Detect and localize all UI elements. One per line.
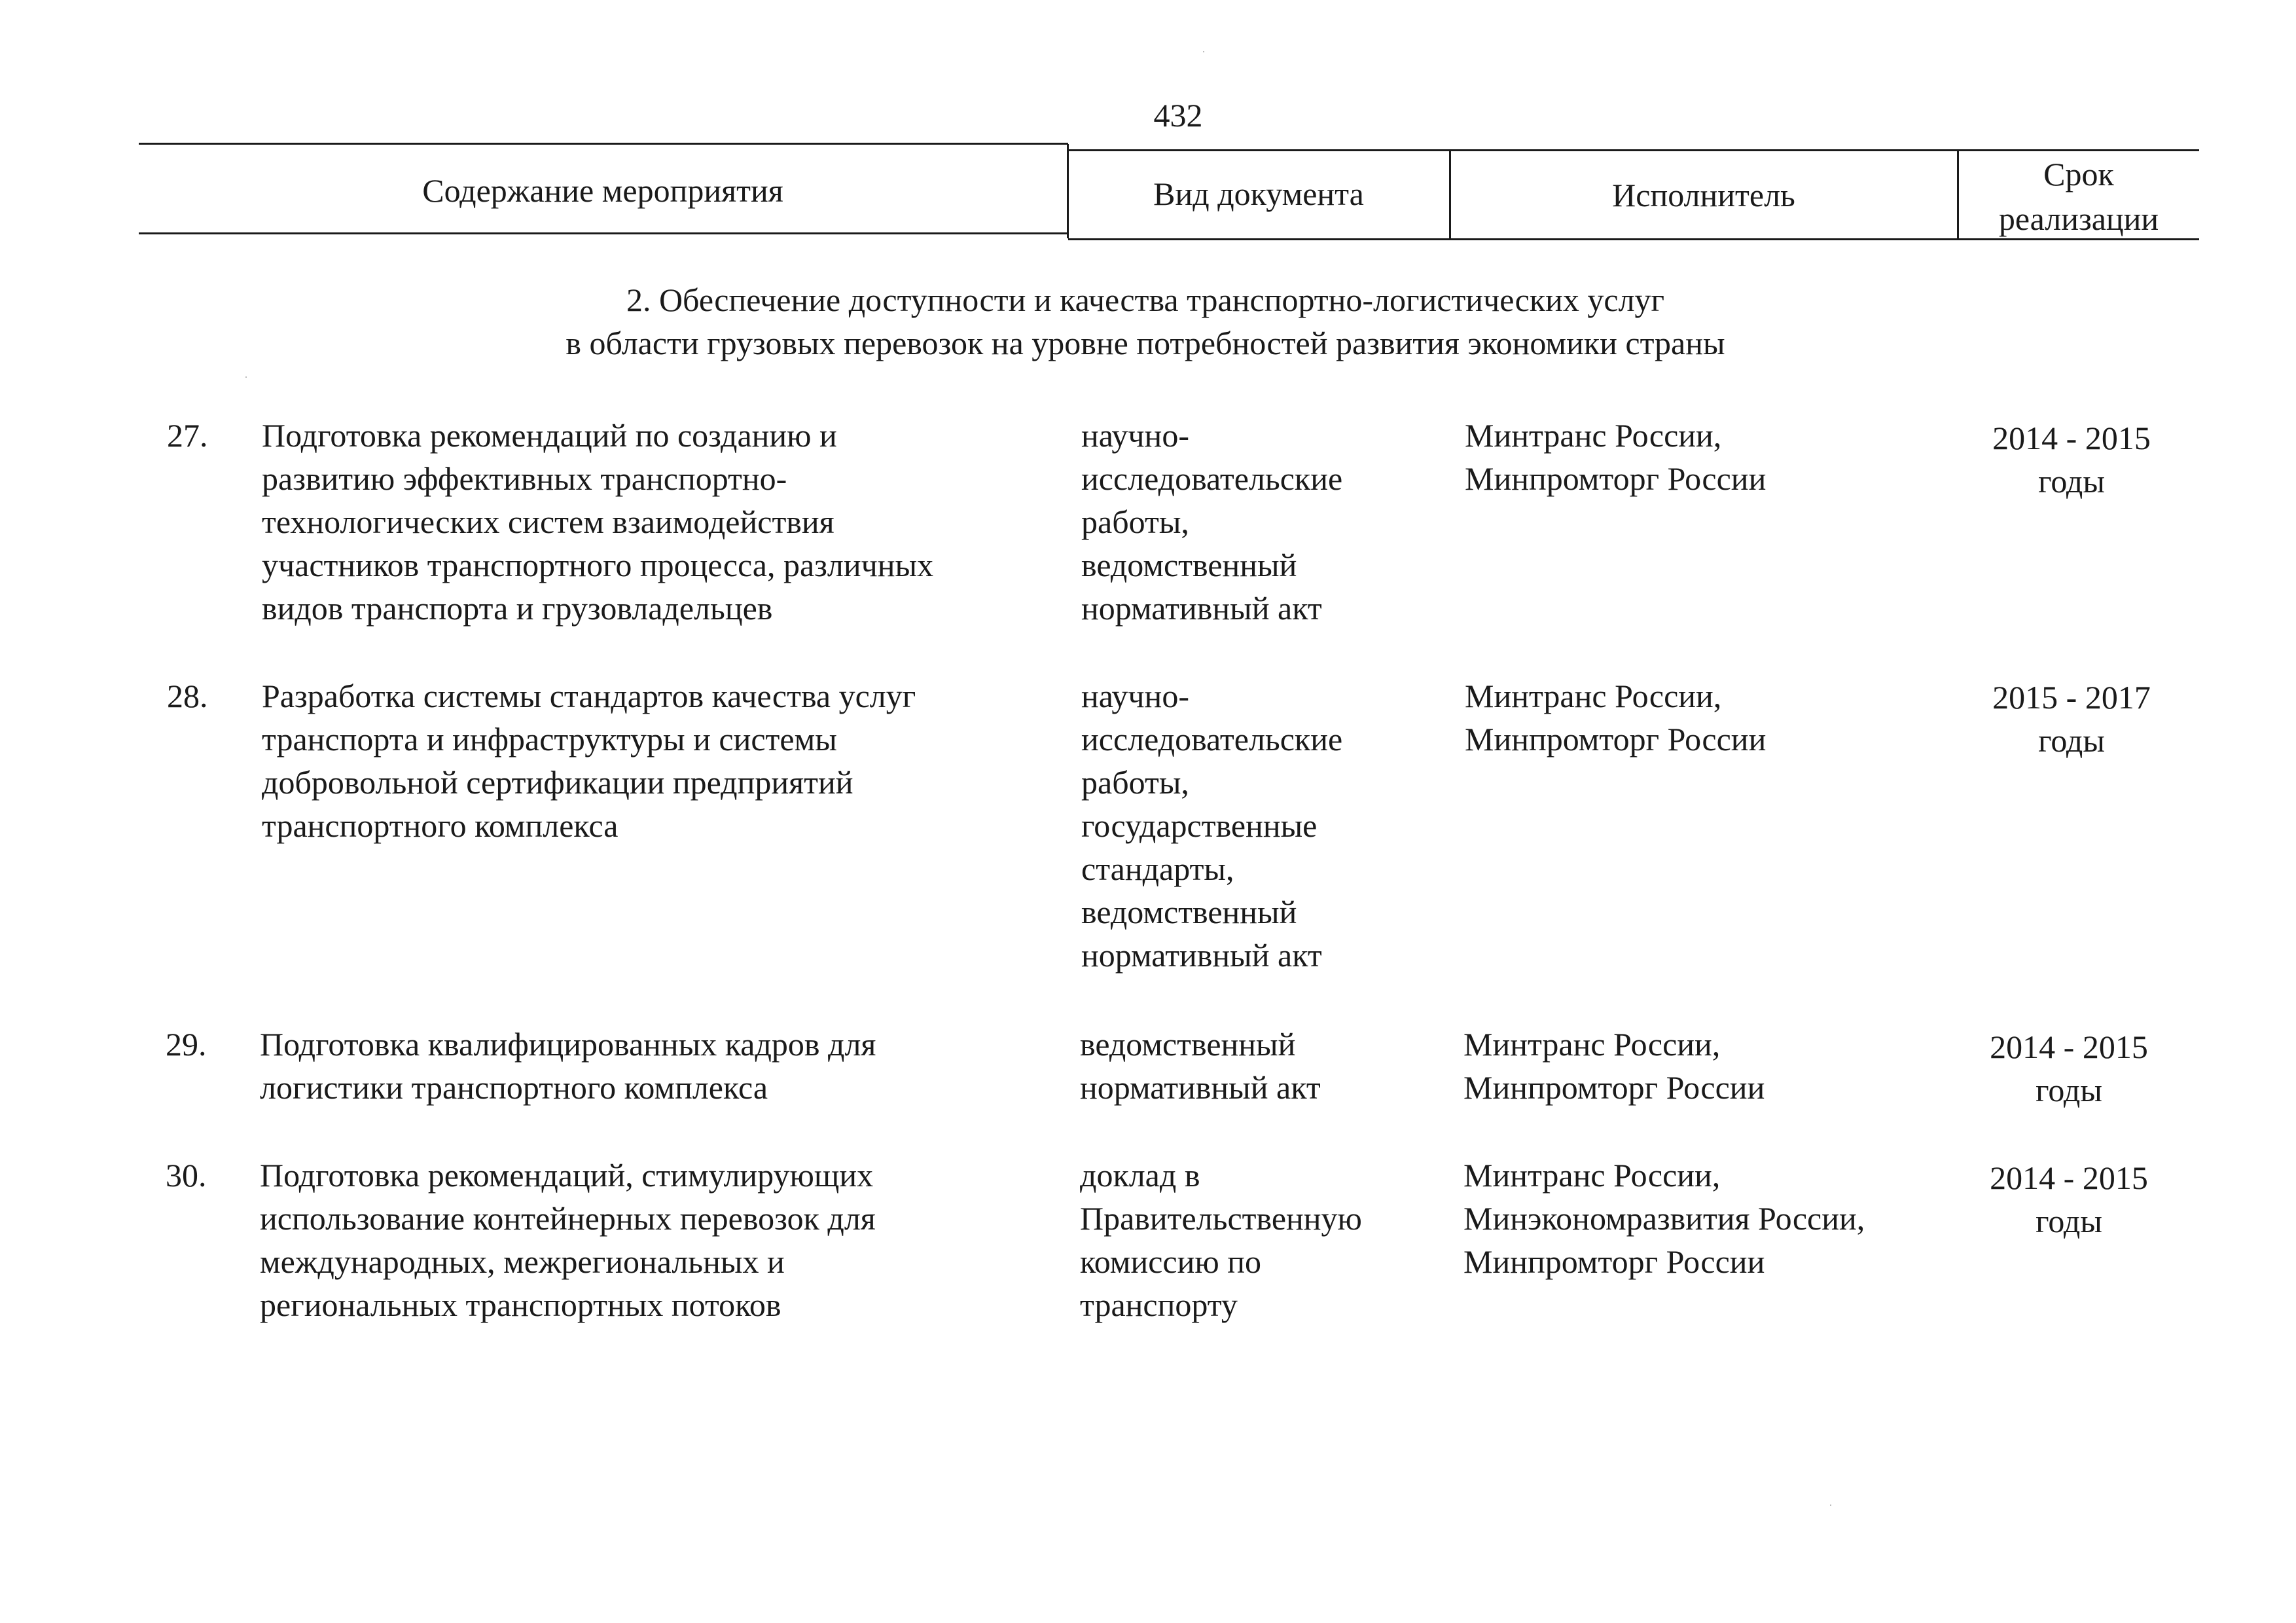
- header-top-rule-right: [1068, 149, 2199, 151]
- header-term-line2: реализации: [1998, 200, 2159, 237]
- row-doc-type: ведомственный нормативный акт: [1080, 1026, 1321, 1106]
- row-term: 2015 - 2017 годы: [1992, 679, 2151, 759]
- header-bottom-rule: [139, 232, 1068, 234]
- header-term-line1: Срок: [2043, 156, 2114, 192]
- row-doc-type: доклад в Правительственную комиссию по транспорту: [1080, 1157, 1362, 1323]
- row-executor: Минтранс России, Минпромторг России: [1463, 1026, 1765, 1106]
- row-executor: Минтранс России, Минэкономразвития России, Минпромторг России: [1463, 1157, 1865, 1280]
- row-term: 2014 - 2015 годы: [1990, 1029, 2148, 1108]
- header-executor: Исполнитель: [1612, 177, 1795, 213]
- row-number: 27.: [167, 417, 208, 454]
- header-top-rule: [139, 143, 1068, 145]
- row-number: 30.: [166, 1157, 207, 1194]
- section-title: [275, 278, 2016, 365]
- row-executor: Минтранс России, Минпромторг России: [1465, 417, 1767, 497]
- row-doc-type: научно- исследовательские работы, государственные стандарты, ведомственный нормативный акт: [1081, 678, 1343, 974]
- scan-speck: [245, 376, 247, 378]
- section-title-line1: 2. Обеспечение доступности и качества транспортно-логистических услуг: [626, 282, 1665, 318]
- scan-speck: [1830, 1504, 1831, 1506]
- row-number: 28.: [167, 678, 208, 714]
- row-executor: Минтранс России, Минпромторг России: [1465, 678, 1767, 757]
- row-content: Подготовка рекомендаций по созданию и развитию эффективных транспортно- технологических систем взаимодействия участников транспортного процесса, различных видов транспорта и грузовладельцев: [262, 417, 934, 627]
- row-content: Подготовка квалифицированных кадров для логистики транспортного комплекса: [260, 1026, 876, 1106]
- row-content: Подготовка рекомендаций, стимулирующих использование контейнерных перевозок для международных, межрегиональных и региональных транспортных потоков: [260, 1157, 876, 1323]
- header-doc-type: Вид документа: [1153, 175, 1364, 212]
- header-content: Содержание мероприятия: [422, 172, 783, 209]
- section-title-line2: в области грузовых перевозок на уровне потребностей развития экономики страны: [565, 325, 1725, 361]
- scan-speck: [1203, 51, 1204, 52]
- row-term: 2014 - 2015 годы: [1992, 420, 2151, 500]
- row-content: Разработка системы стандартов качества услуг транспорта и инфраструктуры и системы добровольной сертификации предприятий транспортного комплекса: [262, 678, 916, 844]
- row-term: 2014 - 2015 годы: [1990, 1159, 2148, 1239]
- page-number: 432: [1153, 97, 1203, 134]
- row-number: 29.: [166, 1026, 207, 1063]
- row-doc-type: научно- исследовательские работы, ведомственный нормативный акт: [1081, 417, 1343, 627]
